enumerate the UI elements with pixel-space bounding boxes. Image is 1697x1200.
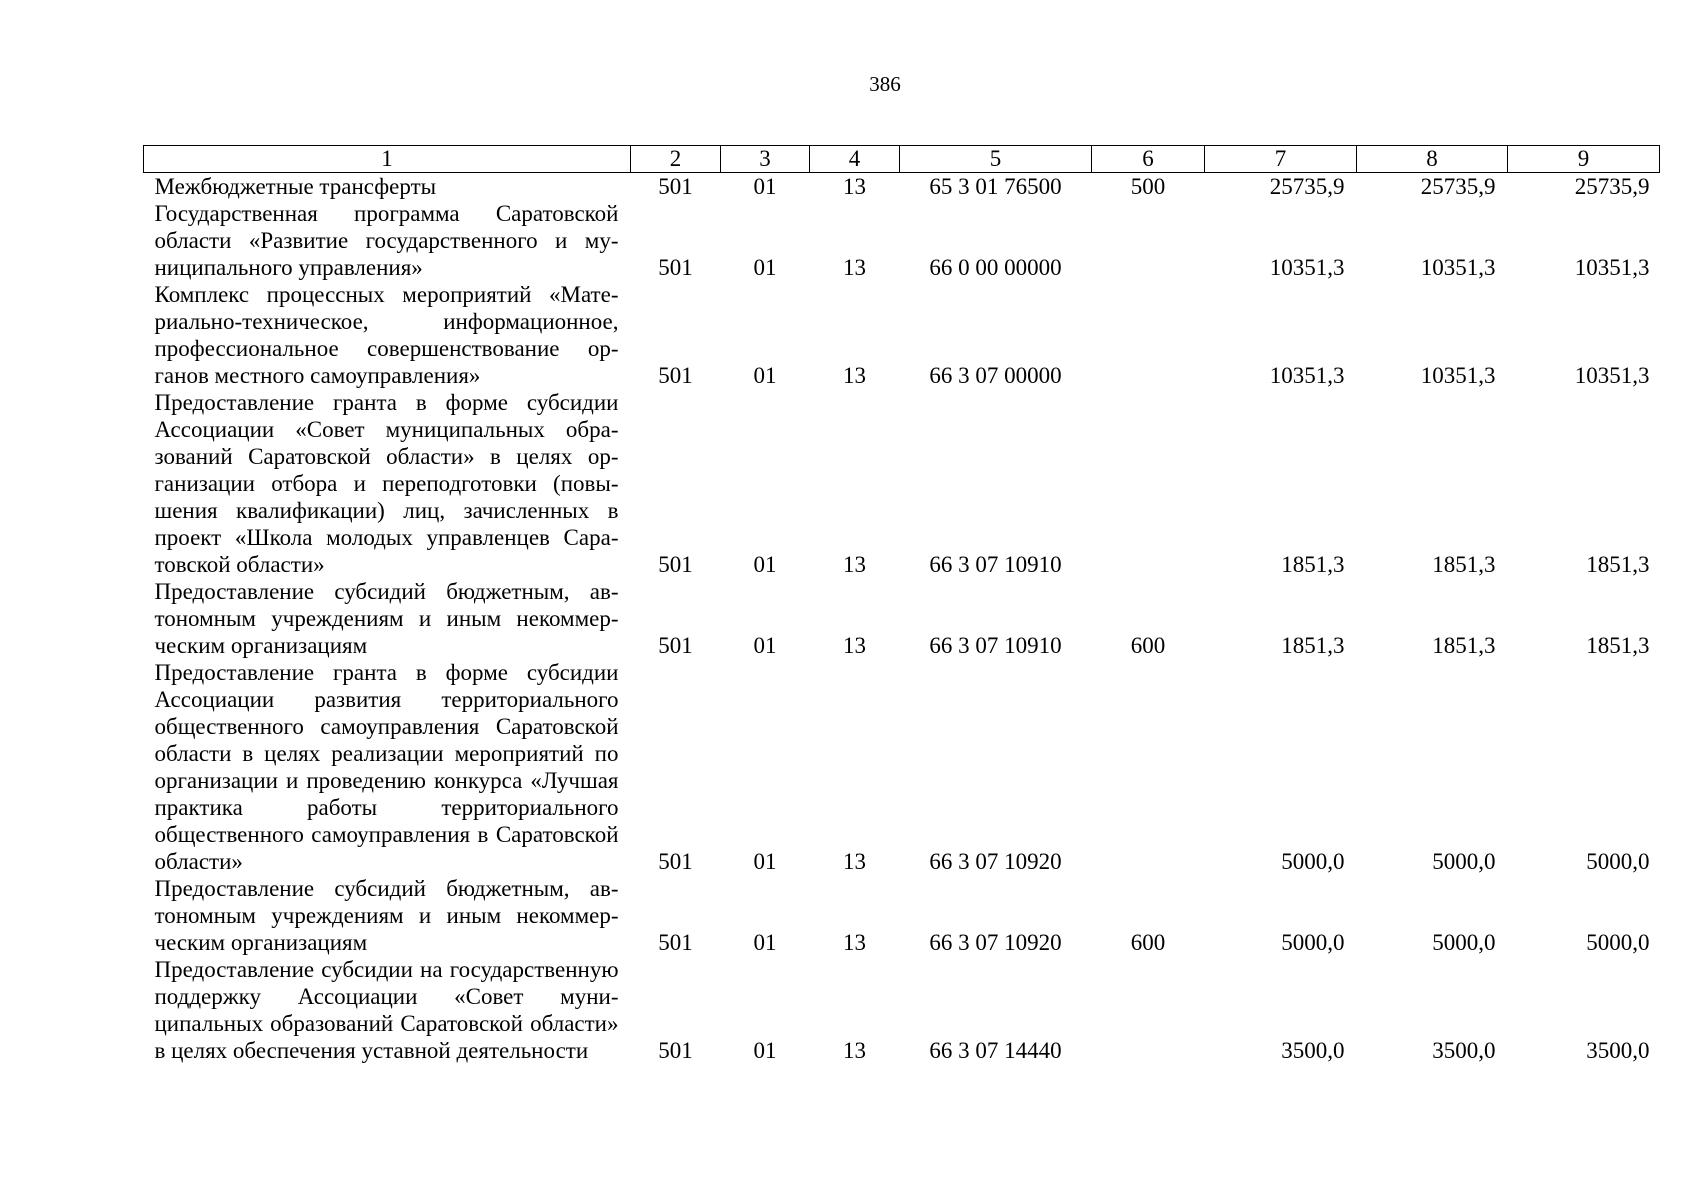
cell-col-8: 3500,0	[1432, 1038, 1496, 1063]
cell-col-7: 5000,0	[1281, 849, 1345, 874]
cell-col-4: 13	[843, 255, 866, 280]
header-col-3: 3	[721, 146, 810, 173]
cell-col-2: 501	[658, 930, 693, 955]
cell-col-4: 13	[843, 552, 866, 577]
header-col-5: 5	[900, 146, 1092, 173]
cell-col-6: 600	[1130, 930, 1166, 955]
table-body	[144, 173, 1660, 1065]
cell-col-9: 25735,9	[1574, 174, 1650, 199]
cell-col-3: 01	[753, 930, 777, 955]
header-col-4: 4	[810, 146, 900, 173]
cell-col-7: 10351,3	[1269, 363, 1345, 388]
header-col-1: 1	[144, 146, 631, 173]
cell-col-9: 10351,3	[1574, 363, 1650, 388]
table-row	[144, 389, 1660, 578]
cell-col-6	[1092, 659, 1205, 875]
cell-col-5: 66 3 07 10910	[929, 633, 1062, 658]
cell-col-5: 66 3 07 10910	[929, 552, 1062, 577]
cell-col-2: 501	[658, 363, 693, 388]
cell-col-3: 01	[753, 255, 777, 280]
cell-col-5: 66 3 07 00000	[929, 363, 1062, 388]
header-col-2: 2	[631, 146, 721, 173]
header-col-8: 8	[1357, 146, 1508, 173]
table-row	[144, 200, 1660, 281]
table-row	[144, 173, 1660, 201]
cell-description: Предоставление субсидий бюджетным, автономным учреждениям и иным некоммерческим организациям	[154, 876, 619, 955]
cell-col-8: 1851,3	[1432, 552, 1496, 577]
cell-col-2: 501	[658, 174, 693, 199]
page-number: 386	[869, 72, 901, 96]
header-col-9: 9	[1508, 146, 1660, 173]
cell-description: Комплекс процессных мероприятий «Материально-техническое, информационное, профессиональное совершенствование органов местного самоуправления»	[154, 282, 619, 388]
cell-col-7: 1851,3	[1281, 633, 1345, 658]
cell-col-7: 10351,3	[1269, 255, 1345, 280]
cell-col-4: 13	[843, 930, 866, 955]
cell-col-2: 501	[658, 849, 693, 874]
cell-description: Предоставление гранта в форме субсидии Ассоциации «Совет муниципальных образований Саратовской области» в целях организации отбора и переподготовки (повышения квалификации) лиц, зачисленных в проект «Школа молодых управленцев Саратовской области»	[154, 390, 619, 577]
cell-col-2: 501	[658, 1038, 693, 1063]
cell-col-3: 01	[753, 849, 777, 874]
cell-col-4: 13	[843, 1038, 866, 1063]
cell-col-8: 10351,3	[1420, 363, 1496, 388]
cell-col-5: 66 3 07 14440	[929, 1038, 1062, 1063]
cell-col-8: 1851,3	[1432, 633, 1496, 658]
cell-col-8: 5000,0	[1432, 930, 1496, 955]
cell-col-4: 13	[843, 849, 866, 874]
cell-col-6	[1092, 389, 1205, 578]
cell-col-2: 501	[658, 255, 693, 280]
cell-col-5: 66 0 00 00000	[929, 255, 1062, 280]
cell-col-3: 01	[753, 363, 777, 388]
table-row	[144, 578, 1660, 659]
budget-table	[143, 145, 1660, 1064]
cell-col-8: 10351,3	[1420, 255, 1496, 280]
cell-col-7: 1851,3	[1281, 552, 1345, 577]
cell-col-3: 01	[753, 633, 777, 658]
cell-col-8: 25735,9	[1420, 174, 1496, 199]
cell-description: Государственная программа Саратовской области «Развитие государственного и муниципального управления»	[154, 201, 619, 280]
cell-description: Предоставление гранта в форме субсидии Ассоциации развития территориального общественного самоуправления Саратовской области в целях реализации мероприятий по организации и проведению конкурса «Лучшая практика работы территориального общественного самоуправления в Саратовской области»	[154, 660, 619, 874]
cell-col-6: 500	[1130, 174, 1166, 199]
cell-col-3: 01	[753, 174, 777, 199]
cell-col-9: 5000,0	[1586, 849, 1650, 874]
cell-col-7: 5000,0	[1281, 930, 1345, 955]
table-row	[144, 659, 1660, 875]
cell-col-9: 1851,3	[1586, 633, 1650, 658]
cell-col-9: 1851,3	[1586, 552, 1650, 577]
table-row	[144, 956, 1660, 1064]
cell-col-9: 10351,3	[1574, 255, 1650, 280]
cell-col-5: 65 3 01 76500	[929, 174, 1062, 199]
cell-col-8: 5000,0	[1432, 849, 1496, 874]
cell-col-9: 3500,0	[1586, 1038, 1650, 1063]
cell-col-2: 501	[658, 552, 693, 577]
table-row	[144, 281, 1660, 389]
cell-col-3: 01	[753, 552, 777, 577]
cell-col-5: 66 3 07 10920	[929, 930, 1062, 955]
cell-col-4: 13	[843, 633, 866, 658]
cell-col-6	[1092, 956, 1205, 1064]
cell-col-2: 501	[658, 633, 693, 658]
cell-col-6: 600	[1130, 633, 1166, 658]
cell-description: Предоставление субсидии на государственную поддержку Ассоциации «Совет муниципальных образований Саратовской области» в целях обеспечения уставной деятельности	[154, 957, 619, 1063]
cell-col-3: 01	[753, 1038, 777, 1063]
header-col-7: 7	[1205, 146, 1357, 173]
header-row	[144, 146, 1660, 173]
cell-description: Межбюджетные трансферты	[154, 174, 437, 199]
table-row	[144, 875, 1660, 956]
cell-col-9: 5000,0	[1586, 930, 1650, 955]
cell-description: Предоставление субсидий бюджетным, автономным учреждениям и иным некоммерческим организациям	[154, 579, 619, 658]
header-col-6: 6	[1092, 146, 1205, 173]
cell-col-6	[1092, 281, 1205, 389]
cell-col-4: 13	[843, 363, 866, 388]
cell-col-4: 13	[843, 174, 866, 199]
cell-col-7: 25735,9	[1269, 174, 1345, 199]
cell-col-7: 3500,0	[1281, 1038, 1345, 1063]
cell-col-5: 66 3 07 10920	[929, 849, 1062, 874]
cell-col-6	[1092, 200, 1205, 281]
table-header	[144, 146, 1660, 173]
